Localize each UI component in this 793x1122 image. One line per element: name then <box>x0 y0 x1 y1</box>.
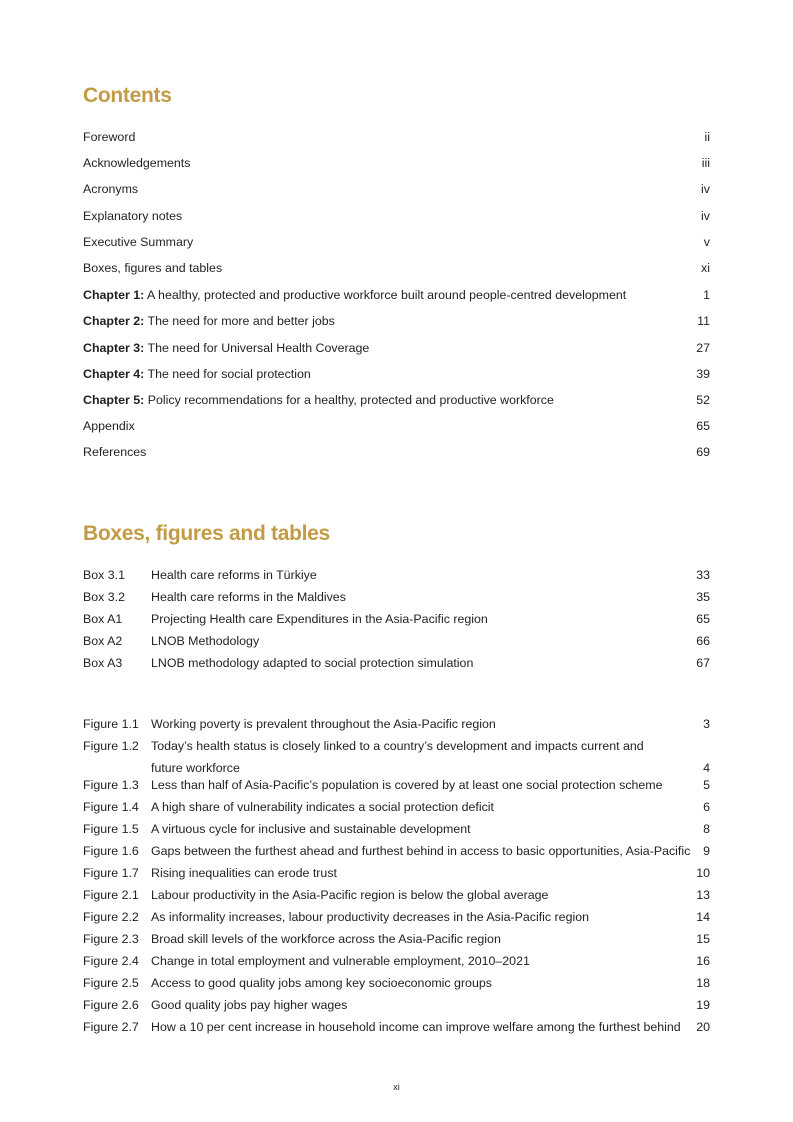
toc-entry[interactable] <box>83 207 710 225</box>
box-list-item[interactable] <box>83 630 710 652</box>
toc-entry-title: The need for Universal Health Coverage <box>144 341 370 355</box>
toc-entry-title: Boxes, figures and tables <box>83 261 223 275</box>
figure-title: Broad skill levels of the workforce across the Asia-Pacific region <box>151 932 501 946</box>
toc-entry-title: A healthy, protected and productive workforce built around people-centred development <box>144 288 627 302</box>
toc-entry-page: 52 <box>696 393 710 407</box>
toc-entry[interactable] <box>83 365 710 383</box>
toc-entry-page: v <box>703 235 710 249</box>
figure-title: Change in total employment and vulnerable employment, 2010–2021 <box>151 954 530 968</box>
toc-entry-label <box>83 207 182 225</box>
figure-number: Figure 2.5 <box>83 976 139 990</box>
figure-list-item[interactable] <box>83 818 710 840</box>
box-page: 65 <box>696 612 710 626</box>
figure-list-item[interactable] <box>83 735 710 779</box>
figure-page: 8 <box>703 822 710 836</box>
toc-entry-label <box>83 391 554 409</box>
figure-number: Figure 2.7 <box>83 1020 139 1034</box>
toc-entry-page: 11 <box>697 314 710 328</box>
toc-entry-page: iv <box>701 209 710 223</box>
toc-entry-title: References <box>83 445 147 459</box>
box-title: Projecting Health care Expenditures in the Asia-Pacific region <box>151 612 488 626</box>
toc-entry-title: The need for social protection <box>144 367 311 381</box>
figure-number: Figure 1.2 <box>83 739 139 753</box>
toc-entry-page: 39 <box>696 367 710 381</box>
toc-entry[interactable] <box>83 128 710 146</box>
toc-chapter-number: Chapter 3: <box>83 341 145 355</box>
toc-entry[interactable] <box>83 417 710 435</box>
figure-title: Access to good quality jobs among key socioeconomic groups <box>151 976 492 990</box>
figure-page: 20 <box>696 1020 710 1034</box>
figure-page: 5 <box>703 778 710 792</box>
toc-entry[interactable] <box>83 443 710 461</box>
toc-entry-title: Executive Summary <box>83 235 194 249</box>
toc-entry-label <box>83 365 311 383</box>
figure-title: Today’s health status is closely linked to a country’s development and impacts current and future workforce <box>151 739 644 775</box>
box-title: LNOB Methodology <box>151 634 260 648</box>
toc-entry-title: Explanatory notes <box>83 209 183 223</box>
box-list-item[interactable] <box>83 608 710 630</box>
figure-page: 14 <box>696 910 710 924</box>
toc-entry[interactable] <box>83 180 710 198</box>
toc-entry-page: 69 <box>696 445 710 459</box>
figure-page: 15 <box>696 932 710 946</box>
figure-number: Figure 2.6 <box>83 998 139 1012</box>
figure-list-item[interactable] <box>83 796 710 818</box>
figure-number: Figure 1.3 <box>83 778 139 792</box>
toc-entry-label <box>83 233 193 251</box>
figure-title: Working poverty is prevalent throughout the Asia-Pacific region <box>151 717 496 731</box>
toc-entry-label <box>83 286 626 304</box>
figure-number: Figure 2.1 <box>83 888 139 902</box>
toc-entry-label <box>83 259 222 277</box>
toc-chapter-number: Chapter 2: <box>83 314 145 328</box>
toc-chapter-number: Chapter 5: <box>83 393 145 407</box>
box-page: 67 <box>696 656 710 670</box>
figure-number: Figure 1.6 <box>83 844 139 858</box>
toc-entry-page: 65 <box>696 419 710 433</box>
figure-number: Figure 1.4 <box>83 800 139 814</box>
figure-page: 10 <box>696 866 710 880</box>
box-number: Box 3.2 <box>83 590 126 604</box>
toc-entry[interactable] <box>83 233 710 251</box>
toc-entry[interactable] <box>83 391 710 409</box>
figure-title: A high share of vulnerability indicates a social protection deficit <box>151 800 494 814</box>
box-number: Box A2 <box>83 634 123 648</box>
figure-title: As informality increases, labour productivity decreases in the Asia-Pacific region <box>151 910 590 924</box>
toc-entry[interactable] <box>83 259 710 277</box>
toc-chapter-number: Chapter 4: <box>83 367 145 381</box>
figure-page: 3 <box>703 717 710 731</box>
toc-entry-title: Appendix <box>83 419 135 433</box>
toc-entry-page: xi <box>701 261 710 275</box>
figure-page: 9 <box>703 844 710 858</box>
figure-page: 13 <box>696 888 710 902</box>
figure-list-item[interactable] <box>83 774 710 796</box>
figure-list-item[interactable] <box>83 862 710 884</box>
figure-list-item[interactable] <box>83 713 710 735</box>
toc-entry-label <box>83 154 190 172</box>
toc-entry-label <box>83 128 135 146</box>
figure-list-item[interactable] <box>83 840 710 862</box>
figure-title: Labour productivity in the Asia-Pacific region is below the global average <box>151 888 549 902</box>
box-number: Box 3.1 <box>83 568 126 582</box>
toc-entry-label <box>83 417 135 435</box>
figure-list-item[interactable] <box>83 884 710 906</box>
figure-list-item[interactable] <box>83 972 710 994</box>
toc-entry-label <box>83 443 146 461</box>
toc-entry-page: iv <box>701 182 710 196</box>
figure-number: Figure 2.4 <box>83 954 139 968</box>
toc-entry-page: iii <box>701 156 710 170</box>
toc-entry[interactable] <box>83 312 710 330</box>
box-title: LNOB methodology adapted to social protection simulation <box>151 656 474 670</box>
figure-page: 4 <box>703 761 710 775</box>
figure-number: Figure 2.2 <box>83 910 139 924</box>
figure-title: Gaps between the furthest ahead and furthest behind in access to basic opportunities, Asia-Pacific <box>151 844 691 858</box>
figure-page: 16 <box>696 954 710 968</box>
figure-title: Less than half of Asia-Pacific’s population is covered by at least one social protection scheme <box>151 778 663 792</box>
figure-list-item[interactable] <box>83 1016 710 1038</box>
toc-entry-label <box>83 339 369 357</box>
toc-entry[interactable] <box>83 339 710 357</box>
toc-entry-title: Acronyms <box>83 182 139 196</box>
figure-number: Figure 1.5 <box>83 822 139 836</box>
box-number: Box A1 <box>83 612 123 626</box>
figure-page: 19 <box>696 998 710 1012</box>
contents-heading: Contents <box>83 84 172 107</box>
figure-number: Figure 1.1 <box>83 717 139 731</box>
toc-chapter-number: Chapter 1: <box>83 288 145 302</box>
box-page: 35 <box>696 590 710 604</box>
box-list-item[interactable] <box>83 564 710 586</box>
figure-list-item[interactable] <box>83 906 710 928</box>
box-list-item[interactable] <box>83 652 710 674</box>
boxes-figures-tables-heading: Boxes, figures and tables <box>83 522 330 545</box>
toc-entry-title: The need for more and better jobs <box>144 314 335 328</box>
figure-title: A virtuous cycle for inclusive and sustainable development <box>151 822 471 836</box>
toc-entry-title: Foreword <box>83 130 136 144</box>
figure-page: 18 <box>696 976 710 990</box>
box-title: Health care reforms in Türkiye <box>151 568 317 582</box>
toc-entry-label <box>83 180 138 198</box>
figure-list-item[interactable] <box>83 994 710 1016</box>
figure-page: 6 <box>703 800 710 814</box>
toc-entry-page: 27 <box>696 341 710 355</box>
toc-entry-title: Policy recommendations for a healthy, protected and productive workforce <box>144 393 554 407</box>
box-page: 66 <box>696 634 710 648</box>
box-list-item[interactable] <box>83 586 710 608</box>
figure-title: How a 10 per cent increase in household income can improve welfare among the furthest behind <box>151 1020 681 1034</box>
figure-list-item[interactable] <box>83 950 710 972</box>
toc-entry-label <box>83 312 335 330</box>
toc-entry-page: ii <box>704 130 710 144</box>
box-number: Box A3 <box>83 656 123 670</box>
toc-entry[interactable] <box>83 286 710 304</box>
figure-title: Rising inequalities can erode trust <box>151 866 337 880</box>
box-title: Health care reforms in the Maldives <box>151 590 346 604</box>
figure-number: Figure 2.3 <box>83 932 139 946</box>
box-page: 33 <box>696 568 710 582</box>
figure-list-item[interactable] <box>83 928 710 950</box>
toc-entry-title: Acknowledgements <box>83 156 191 170</box>
toc-entry-page: 1 <box>703 288 710 302</box>
figure-number: Figure 1.7 <box>83 866 139 880</box>
toc-entry[interactable] <box>83 154 710 172</box>
page-number: xi <box>393 1082 400 1092</box>
figure-title: Good quality jobs pay higher wages <box>151 998 348 1012</box>
